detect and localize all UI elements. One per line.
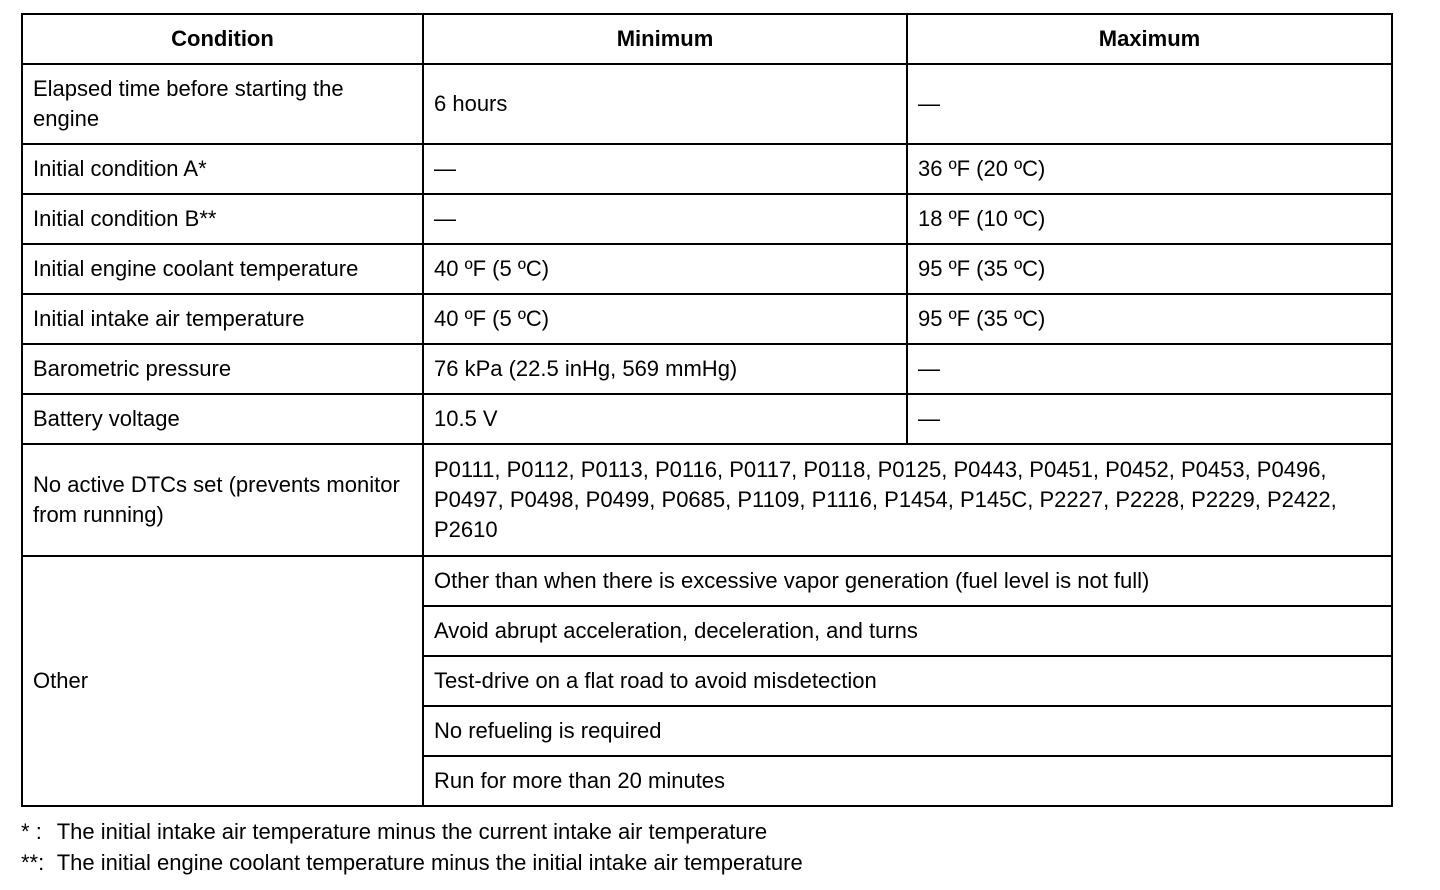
condition-cell: Barometric pressure xyxy=(22,344,423,394)
footnote-separator: : xyxy=(38,850,45,875)
condition-cell: Initial intake air temperature xyxy=(22,294,423,344)
footnote-mark xyxy=(21,847,51,878)
maximum-cell: 95 ºF (35 ºC) xyxy=(907,244,1392,294)
table-row xyxy=(22,64,1392,144)
other-item-cell: Run for more than 20 minutes xyxy=(423,756,1392,806)
column-header-minimum: Minimum xyxy=(423,14,907,64)
minimum-cell: 6 hours xyxy=(423,64,907,144)
table-row xyxy=(22,344,1392,394)
minimum-cell: — xyxy=(423,194,907,244)
condition-cell: Initial condition A* xyxy=(22,144,423,194)
maximum-cell: — xyxy=(907,64,1392,144)
maximum-cell: 18 ºF (10 ºC) xyxy=(907,194,1392,244)
footnote xyxy=(21,847,803,878)
dtc-row xyxy=(22,444,1392,556)
other-row xyxy=(22,556,1392,606)
dtc-list-cell: P0111, P0112, P0113, P0116, P0117, P0118, P0125, P0443, P0451, P0452, P0453, P0496, P0497, P0498, P0499, P0685, P1109, P1116, P1454, P145C, P2227, P2228, P2229, P2422, P2610 xyxy=(423,444,1392,556)
condition-cell: Elapsed time before starting the engine xyxy=(22,64,423,144)
other-item-cell: Avoid abrupt acceleration, deceleration, and turns xyxy=(423,606,1392,656)
condition-cell: Initial condition B** xyxy=(22,194,423,244)
table-row xyxy=(22,194,1392,244)
maximum-cell: 95 ºF (35 ºC) xyxy=(907,294,1392,344)
other-condition-cell: Other xyxy=(22,556,423,806)
minimum-cell: 10.5 V xyxy=(423,394,907,444)
footnote xyxy=(21,816,803,847)
table-row xyxy=(22,394,1392,444)
table-row xyxy=(22,244,1392,294)
condition-cell: Battery voltage xyxy=(22,394,423,444)
footnote-text: The initial engine coolant temperature minus the initial intake air temperature xyxy=(56,850,803,875)
footnotes xyxy=(21,816,803,878)
other-item-cell: Test-drive on a flat road to avoid misdetection xyxy=(423,656,1392,706)
other-item-cell: Other than when there is excessive vapor generation (fuel level is not full) xyxy=(423,556,1392,606)
conditions-table xyxy=(21,13,1393,807)
footnote-symbol: ** xyxy=(21,850,39,875)
maximum-cell: — xyxy=(907,394,1392,444)
minimum-cell: 76 kPa (22.5 inHg, 569 mmHg) xyxy=(423,344,907,394)
maximum-cell: — xyxy=(907,344,1392,394)
minimum-cell: 40 ºF (5 ºC) xyxy=(423,294,907,344)
minimum-cell: 40 ºF (5 ºC) xyxy=(423,244,907,294)
condition-cell: No active DTCs set (prevents monitor from running) xyxy=(22,444,423,556)
other-item-cell: No refueling is required xyxy=(423,706,1392,756)
minimum-cell: — xyxy=(423,144,907,194)
footnote-symbol: * xyxy=(21,819,30,844)
table-row xyxy=(22,294,1392,344)
condition-cell: Initial engine coolant temperature xyxy=(22,244,423,294)
footnote-separator: : xyxy=(35,819,42,844)
table-header-row xyxy=(22,14,1392,64)
column-header-condition: Condition xyxy=(22,14,423,64)
footnote-text: The initial intake air temperature minus the current intake air temperature xyxy=(56,819,768,844)
footnote-mark xyxy=(21,816,51,847)
maximum-cell: 36 ºF (20 ºC) xyxy=(907,144,1392,194)
column-header-maximum: Maximum xyxy=(907,14,1392,64)
table-row xyxy=(22,144,1392,194)
